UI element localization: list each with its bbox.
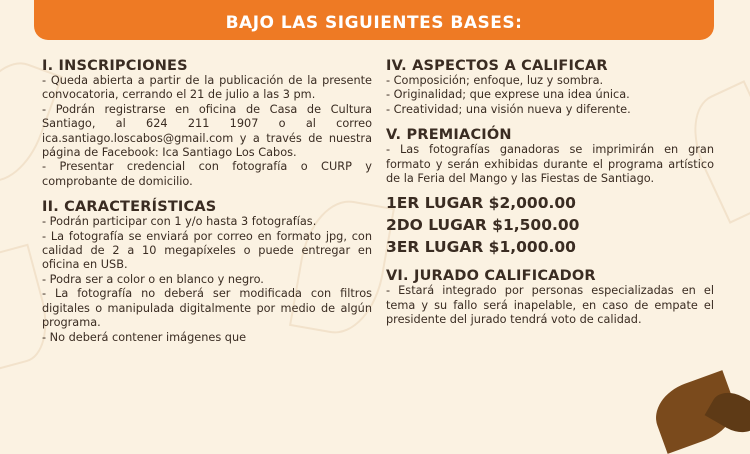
caracteristicas-item: - La fotografía no deberá ser modificada con filtros digitales o manipulada digitalmente por medio de algún programa. [42,287,372,330]
inscripciones-item: - Podrán registrarse en oficina de Casa de Cultura Santiago, al 624 211 1907 o al correo ica.santiago.loscabos@gmail.com y a través de nuestra página de Facebook: Ica Santiago Los Cabos. [42,102,372,160]
caracteristicas-item: - Podrán participar con 1 y/o hasta 3 fotografías. [42,215,317,229]
caracteristicas-item: - Podra ser a color o en blanco y negro. [42,272,264,286]
aspectos-item: - Composición; enfoque, luz y sombra. [386,74,604,87]
section-jurado-title: VI. JURADO CALIFICADOR [386,268,596,285]
section-aspectos-title: IV. ASPECTOS A CALIFICAR [386,58,608,74]
section-inscripciones-title: I. INSCRIPCIONES [42,58,188,74]
section-premiacion-title: V. PREMIACIÓN [386,127,512,144]
inscripciones-item: - Queda abierta a partir de la publicación de la presente convocatoria, cerrando el 21 de julio a las 3 pm. [42,74,372,102]
jurado-text: - Estará integrado por personas especializadas en el tema y su fallo será inapelable, en caso de empate el presidente del jurado tendrá voto de calidad. [386,284,714,327]
caracteristicas-item: - No deberá contener imágenes que [42,330,247,344]
bases-banner: BAJO LAS SIGUIENTES BASES: [34,0,714,40]
right-column [386,58,714,328]
aspectos-item: - Creatividad; una visión nueva y diferente. [386,102,631,116]
premiacion-text: - Las fotografías ganadoras se imprimirán en gran formato y serán exhibidas durante el programa artístico de la Feria del Mango y las Fiestas de Santiago. [386,143,714,186]
aspectos-item: - Originalidad; que exprese una idea única. [386,88,630,102]
prize-first: 1ER LUGAR $2,000.00 [386,194,576,213]
left-column [42,58,372,345]
caracteristicas-item: - La fotografía se enviará por correo en formato jpg, con calidad de 2 a 10 megapíxeles o puede entregar en oficina en USB. [42,229,372,272]
section-caracteristicas-title: II. CARACTERÍSTICAS [42,199,217,216]
prize-third: 3ER LUGAR $1,000.00 [386,238,576,257]
inscripciones-item: - Presentar credencial con fotografía o CURP y comprobante de domicilio. [42,160,372,188]
prize-second: 2DO LUGAR $1,500.00 [386,216,580,235]
